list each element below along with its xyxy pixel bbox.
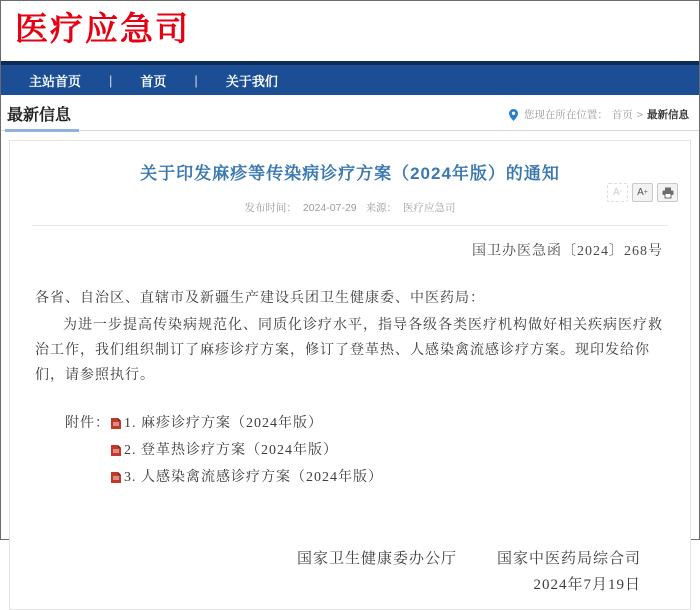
site-header (1, 1, 699, 61)
nav-separator: | (109, 72, 113, 88)
attachment-link[interactable] (110, 410, 383, 437)
nav-separator: | (194, 72, 198, 88)
signature-org-2: 国家中医药局综合司 (496, 551, 641, 567)
publish-label: 发布时间： (244, 202, 297, 214)
attachment-link[interactable] (110, 464, 383, 491)
article-tools (607, 183, 678, 202)
signature-org-1: 国家卫生健康委办公厅 (296, 551, 457, 567)
breadcrumb-current: 最新信息 (647, 109, 689, 121)
signature-block (35, 547, 665, 568)
font-larger-button[interactable]: A + (632, 183, 653, 202)
attachments-label: 附件： (65, 416, 110, 431)
breadcrumb-separator: > (636, 108, 643, 121)
article-title: 关于印发麻疹等传染病诊疗方案（2024年版）的通知 (140, 164, 560, 183)
article-meta (10, 200, 690, 215)
location-pin-icon (509, 109, 518, 121)
attachment-doc-icon (110, 471, 122, 484)
nav-item-about[interactable]: 关于我们 (225, 73, 278, 89)
document-body (10, 240, 690, 594)
source-value: 医疗应急司 (403, 202, 456, 214)
article-panel (9, 140, 691, 610)
nav-item-home[interactable]: 首页 (140, 73, 167, 89)
main-nav (1, 65, 699, 95)
nav-item-main-home[interactable]: 主站首页 (29, 73, 82, 89)
attachment-link[interactable] (110, 437, 383, 464)
attachment-label: 2. 登革热诊疗方案（2024年版） (124, 443, 338, 458)
attachments (35, 410, 665, 491)
attachment-doc-icon (110, 444, 122, 457)
print-button[interactable] (657, 183, 678, 202)
breadcrumb-prefix: 您现在所在位置： (523, 109, 608, 121)
breadcrumb (509, 107, 689, 130)
attachment-doc-icon (110, 417, 122, 430)
attachment-label: 1. 麻疹诊疗方案（2024年版） (124, 416, 323, 431)
breadcrumb-home[interactable]: 首页 (611, 109, 633, 121)
attachments-list (110, 410, 383, 491)
printer-icon (662, 187, 674, 199)
attachment-label: 3. 人感染禽流感诊疗方案（2024年版） (124, 470, 383, 485)
font-smaller-button[interactable]: A - (607, 183, 628, 202)
document-number: 国卫办医急函〔2024〕268号 (472, 244, 663, 259)
publish-date: 2024-07-29 (302, 202, 357, 214)
body-paragraph: 为进一步提高传染病规范化、同质化诊疗水平，指导各级各类医疗机构做好相关疾病医疗救治工作，我们组织制订了麻疹诊疗方案，修订了登革热、人感染禽流感诊疗方案。现印发给你们，请参照执行。 (35, 318, 663, 383)
site-logo[interactable]: 医疗应急司 (15, 10, 190, 47)
signature-date: 2024年7月19日 (533, 577, 641, 593)
section-strip (1, 95, 699, 131)
source-label: 来源： (365, 202, 398, 214)
meta-divider (32, 225, 668, 226)
salutation: 各省、自治区、直辖市及新疆生产建设兵团卫生健康委、中医药局： (35, 291, 485, 306)
section-title: 最新信息 (5, 102, 79, 132)
